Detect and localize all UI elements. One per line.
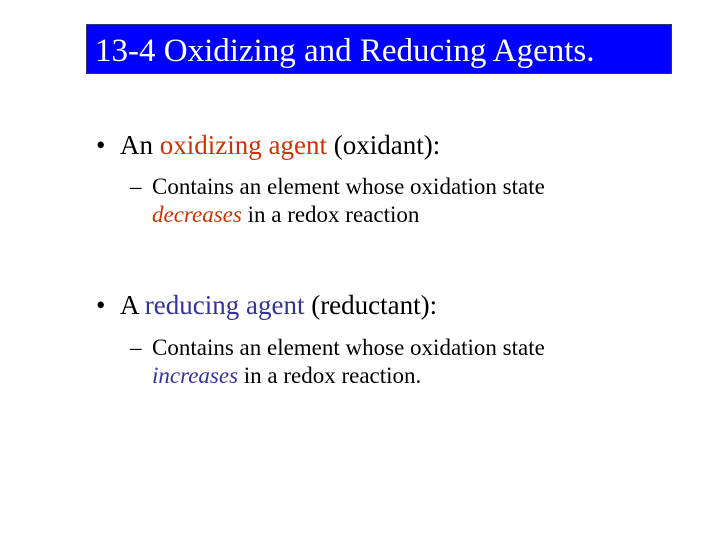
sub-bullet-line2: in a redox reaction. (238, 363, 422, 388)
sub-bullet-line1: Contains an element whose oxidation state (152, 174, 545, 199)
bullet-prefix: An (120, 130, 160, 160)
keyword-increases: increases (152, 363, 239, 388)
sub-bullet-continuation (130, 362, 545, 390)
sub-bullet-reducing-definition (130, 334, 545, 390)
keyword-decreases: decreases (152, 202, 242, 227)
slide-title: 13-4 Oxidizing and Reducing Agents. (95, 33, 595, 69)
title-bar (86, 24, 672, 74)
sub-bullet-line1: Contains an element whose oxidation state (152, 335, 545, 360)
sub-bullet-line2: in a redox reaction (241, 202, 420, 227)
bullet-dot: • (96, 290, 106, 320)
reducing-agent-term: reducing agent (144, 290, 305, 320)
bullet-oxidizing-agent (96, 130, 440, 160)
bullet-suffix: (reductant): (304, 290, 438, 320)
bullet-prefix: A (120, 290, 145, 320)
sub-bullet-dash: – (130, 174, 142, 199)
sub-bullet-continuation (130, 201, 545, 229)
oxidizing-agent-term: oxidizing agent (159, 130, 327, 160)
bullet-reducing-agent (96, 290, 437, 320)
sub-bullet-dash: – (130, 335, 142, 360)
bullet-dot: • (96, 130, 106, 160)
sub-bullet-oxidizing-definition (130, 173, 545, 229)
bullet-suffix: (oxidant): (326, 130, 441, 160)
